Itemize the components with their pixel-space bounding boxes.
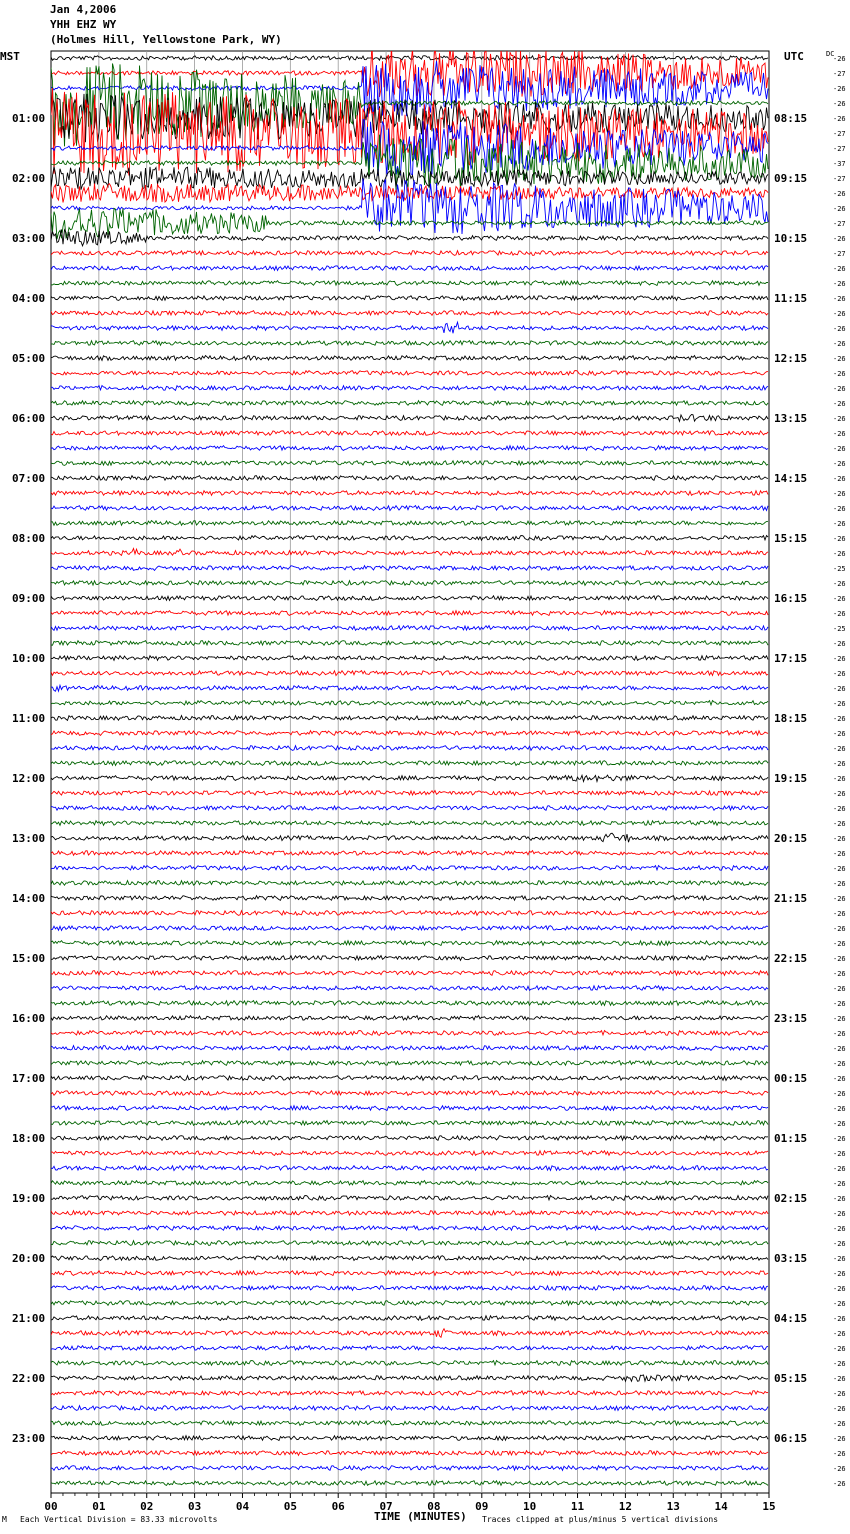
dc-offset-value: -26 xyxy=(833,970,846,978)
dc-offset-value: -26 xyxy=(833,310,846,318)
trace-line xyxy=(51,1016,768,1021)
dc-offset-value: -26 xyxy=(833,1120,846,1128)
dc-offset-value: -26 xyxy=(833,910,846,918)
dc-offset-value: -26 xyxy=(833,535,846,543)
dc-offset-value: -26 xyxy=(833,1330,846,1338)
dc-offset-value: -26 xyxy=(833,325,846,333)
trace-line xyxy=(51,791,768,796)
x-tick-label: 03 xyxy=(187,1500,202,1513)
trace-line xyxy=(51,386,768,391)
dc-offset-value: -26 xyxy=(833,1300,846,1308)
right-time-label: 11:15 xyxy=(774,292,808,305)
dc-offset-value: -26 xyxy=(833,115,846,123)
dc-offset-value: -26 xyxy=(833,1225,846,1233)
dc-offset-value: -26 xyxy=(833,460,846,468)
trace-line xyxy=(51,596,768,601)
dc-offset-value: -26 xyxy=(833,400,846,408)
x-tick-label: 07 xyxy=(379,1500,393,1513)
trace-line xyxy=(51,56,768,61)
trace-line xyxy=(51,611,768,616)
dc-offset-value: -26 xyxy=(833,655,846,663)
x-tick-label: 01 xyxy=(92,1500,106,1513)
left-time-label: 14:00 xyxy=(12,892,46,905)
dc-offset-value: -26 xyxy=(833,280,846,288)
left-time-label: 12:00 xyxy=(12,772,46,785)
trace-line xyxy=(51,1076,768,1081)
trace-line xyxy=(51,986,768,991)
dc-offset-value: -26 xyxy=(833,1165,846,1173)
dc-offset-value: -26 xyxy=(833,1435,846,1443)
trace-line xyxy=(51,1316,768,1321)
trace-line xyxy=(51,251,768,256)
trace-line xyxy=(51,671,768,676)
dc-offset-value: -26 xyxy=(833,1375,846,1383)
trace-line xyxy=(51,716,768,721)
dc-offset-value: -25 xyxy=(833,565,846,573)
trace-line xyxy=(51,1421,768,1426)
right-time-label: 13:15 xyxy=(774,412,808,425)
trace-line xyxy=(51,746,768,751)
right-time-label: 15:15 xyxy=(774,532,808,545)
trace-line xyxy=(51,1286,768,1291)
dc-offset-value: -25 xyxy=(833,625,846,633)
dc-offset-value: -26 xyxy=(833,295,846,303)
left-time-label: 22:00 xyxy=(12,1372,46,1385)
dc-offset-value: -26 xyxy=(833,1090,846,1098)
dc-offset-value: -26 xyxy=(833,1315,846,1323)
trace-line xyxy=(51,401,768,406)
left-time-label: 05:00 xyxy=(12,352,46,365)
trace-line xyxy=(51,566,768,571)
dc-offset-value: -26 xyxy=(833,1270,846,1278)
trace-line xyxy=(51,1196,768,1201)
dc-offset-value: -26 xyxy=(833,445,846,453)
dc-offset-value: -26 xyxy=(833,985,846,993)
right-time-label: 05:15 xyxy=(774,1372,808,1385)
trace-line xyxy=(51,1001,768,1006)
dc-offset-value: -27 xyxy=(833,175,846,183)
dc-offset-value: -26 xyxy=(833,1105,846,1113)
trace-line xyxy=(51,322,768,333)
trace-line xyxy=(51,1241,768,1246)
trace-line xyxy=(51,1361,768,1366)
trace-line xyxy=(51,476,768,481)
dc-offset-value: -26 xyxy=(833,745,846,753)
right-time-label: 12:15 xyxy=(774,352,808,365)
trace-line xyxy=(51,1346,768,1351)
dc-offset-value: -26 xyxy=(833,760,846,768)
trace-line xyxy=(51,1226,768,1231)
dc-offset-value: -26 xyxy=(833,1045,846,1053)
trace-line xyxy=(51,1451,768,1456)
trace-line xyxy=(51,911,768,916)
right-timezone-label: UTC xyxy=(784,50,804,63)
trace-line xyxy=(51,1046,768,1051)
trace-line xyxy=(51,281,768,286)
trace-line xyxy=(51,1436,768,1441)
dc-offset-value: -26 xyxy=(833,835,846,843)
dc-offset-value: -26 xyxy=(833,235,846,243)
x-tick-label: 04 xyxy=(235,1500,250,1513)
trace-line xyxy=(51,1329,768,1338)
station-location: (Holmes Hill, Yellowstone Park, WY) xyxy=(50,33,282,46)
dc-offset-value: -26 xyxy=(833,610,846,618)
trace-line xyxy=(51,1466,768,1471)
x-tick-label: 12 xyxy=(618,1500,633,1513)
dc-offset-value: -26 xyxy=(833,1450,846,1458)
right-time-label: 03:15 xyxy=(774,1252,808,1265)
dc-offset-value: -26 xyxy=(833,730,846,738)
left-time-label: 19:00 xyxy=(12,1192,46,1205)
dc-offset-value: -26 xyxy=(833,1060,846,1068)
dc-label: DC xyxy=(826,50,835,58)
dc-offset-value: -27 xyxy=(833,145,846,153)
dc-offset-value: -26 xyxy=(833,1360,846,1368)
trace-line xyxy=(51,731,768,736)
right-time-label: 23:15 xyxy=(774,1012,808,1025)
trace-line xyxy=(51,1181,768,1186)
right-time-label: 14:15 xyxy=(774,472,808,485)
dc-offset-value: -26 xyxy=(833,685,846,693)
trace-line xyxy=(51,1256,768,1261)
trace-line xyxy=(51,581,768,586)
dc-offset-value: -26 xyxy=(833,820,846,828)
left-time-label: 07:00 xyxy=(12,472,46,485)
x-tick-label: 13 xyxy=(666,1500,680,1513)
footer-mark: M xyxy=(2,1515,7,1524)
dc-offset-value: -26 xyxy=(833,340,846,348)
trace-line xyxy=(51,1301,768,1306)
left-time-label: 23:00 xyxy=(12,1432,46,1445)
dc-offset-value: -26 xyxy=(833,595,846,603)
dc-offset-value: -26 xyxy=(833,1390,846,1398)
dc-offset-value: -26 xyxy=(833,265,846,273)
dc-offset-value: -26 xyxy=(833,1030,846,1038)
trace-group xyxy=(51,44,768,1485)
dc-offset-value: -26 xyxy=(833,415,846,423)
dc-offset-value: -37 xyxy=(833,160,846,168)
x-tick-label: 06 xyxy=(331,1500,345,1513)
plot-frame xyxy=(51,51,769,1493)
dc-offset-value: -26 xyxy=(833,1465,846,1473)
trace-line xyxy=(51,833,768,842)
dc-offset-value: -26 xyxy=(833,55,846,63)
dc-offset-value: -26 xyxy=(833,385,846,393)
dc-offset-value: -26 xyxy=(833,1240,846,1248)
trace-line xyxy=(51,491,768,496)
dc-offset-value: -26 xyxy=(833,1405,846,1413)
dc-offset-value: -26 xyxy=(833,955,846,963)
left-time-label: 01:00 xyxy=(12,112,46,125)
dc-offset-value: -26 xyxy=(833,430,846,438)
trace-line xyxy=(51,461,768,466)
trace-line xyxy=(51,1106,768,1111)
trace-line xyxy=(51,311,768,316)
left-time-label: 15:00 xyxy=(12,952,46,965)
left-time-label: 16:00 xyxy=(12,1012,46,1025)
dc-offset-value: -26 xyxy=(833,1015,846,1023)
trace-line xyxy=(51,956,768,961)
right-time-label: 20:15 xyxy=(774,832,808,845)
left-time-label: 21:00 xyxy=(12,1312,46,1325)
dc-offset-value: -26 xyxy=(833,775,846,783)
dc-offset-value: -26 xyxy=(833,700,846,708)
dc-offset-value: -26 xyxy=(833,1210,846,1218)
dc-offset-value: -26 xyxy=(833,355,846,363)
right-time-label: 01:15 xyxy=(774,1132,808,1145)
vertical-division-note: Each Vertical Division = 83.33 microvolts xyxy=(20,1515,218,1524)
dc-offset-value: -26 xyxy=(833,550,846,558)
dc-offset-value: -26 xyxy=(833,1150,846,1158)
dc-offset-value: -26 xyxy=(833,1285,846,1293)
left-time-label: 13:00 xyxy=(12,832,46,845)
x-tick-label: 08 xyxy=(427,1500,441,1513)
trace-line xyxy=(51,1136,768,1141)
dc-offset-value: -27 xyxy=(833,130,846,138)
left-time-label: 17:00 xyxy=(12,1072,46,1085)
trace-line xyxy=(51,521,768,526)
trace-line xyxy=(51,626,768,631)
dc-offset-value: -26 xyxy=(833,370,846,378)
dc-offset-value: -26 xyxy=(833,490,846,498)
trace-line xyxy=(51,1151,768,1156)
trace-line xyxy=(51,941,768,946)
trace-line xyxy=(51,1375,768,1381)
trace-line xyxy=(51,1271,768,1276)
dc-offset-value: -26 xyxy=(833,1255,846,1263)
dc-offset-value: -26 xyxy=(833,1195,846,1203)
left-time-label: 11:00 xyxy=(12,712,46,725)
trace-line xyxy=(51,1211,768,1216)
dc-offset-value: -26 xyxy=(833,790,846,798)
trace-line xyxy=(51,656,768,661)
trace-line xyxy=(51,536,768,541)
trace-line xyxy=(51,230,768,246)
right-time-label: 19:15 xyxy=(774,772,808,785)
right-time-label: 22:15 xyxy=(774,952,808,965)
right-time-label: 04:15 xyxy=(774,1312,808,1325)
dc-offset-value: -26 xyxy=(833,475,846,483)
dc-offset-value: -26 xyxy=(833,880,846,888)
dc-offset-value: -26 xyxy=(833,805,846,813)
right-time-label: 08:15 xyxy=(774,112,808,125)
trace-line xyxy=(51,641,768,646)
station-code: YHH EHZ WY xyxy=(50,18,117,31)
trace-line xyxy=(51,415,768,422)
trace-line xyxy=(51,881,768,886)
right-time-label: 00:15 xyxy=(774,1072,808,1085)
dc-offset-value: -26 xyxy=(833,1000,846,1008)
left-time-label: 03:00 xyxy=(12,232,46,245)
dc-offset-value: -26 xyxy=(833,715,846,723)
right-time-label: 16:15 xyxy=(774,592,808,605)
dc-offset-value: -26 xyxy=(833,520,846,528)
dc-offset-value: -27 xyxy=(833,250,846,258)
trace-line xyxy=(51,1166,768,1171)
x-tick-label: 09 xyxy=(475,1500,489,1513)
left-time-label: 09:00 xyxy=(12,592,46,605)
dc-offset-value: -26 xyxy=(833,640,846,648)
dc-offset-value: -26 xyxy=(833,505,846,513)
dc-offset-value: -26 xyxy=(833,85,846,93)
trace-line xyxy=(51,971,768,976)
left-time-label: 04:00 xyxy=(12,292,46,305)
trace-line xyxy=(51,1091,768,1096)
trace-line xyxy=(51,821,768,826)
dc-offset-value: -26 xyxy=(833,205,846,213)
clip-note: Traces clipped at plus/minus 5 vertical divisions xyxy=(482,1515,719,1524)
dc-offset-value: -26 xyxy=(833,1135,846,1143)
x-axis-title: TIME (MINUTES) xyxy=(374,1510,467,1523)
x-tick-label: 00 xyxy=(44,1500,58,1513)
trace-line xyxy=(51,341,768,346)
trace-line xyxy=(51,1391,768,1396)
trace-line xyxy=(51,356,768,361)
dc-offset-value: -26 xyxy=(833,580,846,588)
dc-offset-value: -26 xyxy=(833,1180,846,1188)
trace-line xyxy=(51,296,768,301)
dc-offset-value: -26 xyxy=(833,670,846,678)
dc-offset-value: -26 xyxy=(833,190,846,198)
trace-line xyxy=(51,1481,768,1486)
x-tick-label: 11 xyxy=(570,1500,585,1513)
dc-offset-value: -26 xyxy=(833,1345,846,1353)
trace-line xyxy=(51,446,768,451)
trace-line xyxy=(51,761,768,766)
dc-offset-value: -26 xyxy=(833,895,846,903)
left-time-label: 18:00 xyxy=(12,1132,46,1145)
left-time-label: 02:00 xyxy=(12,172,46,185)
dc-offset-value: -26 xyxy=(833,865,846,873)
x-tick-label: 02 xyxy=(140,1500,154,1513)
x-tick-label: 14 xyxy=(714,1500,728,1513)
dc-offset-value: -26 xyxy=(833,1075,846,1083)
x-tick-label: 15 xyxy=(762,1500,776,1513)
right-time-label: 09:15 xyxy=(774,172,808,185)
right-time-label: 06:15 xyxy=(774,1432,808,1445)
trace-line xyxy=(51,701,768,706)
dc-offset-value: -26 xyxy=(833,1420,846,1428)
trace-line xyxy=(51,1406,768,1411)
trace-line xyxy=(51,896,768,901)
right-time-label: 02:15 xyxy=(774,1192,808,1205)
left-time-label: 06:00 xyxy=(12,412,46,425)
right-time-label: 18:15 xyxy=(774,712,808,725)
trace-line xyxy=(51,506,768,511)
dc-offset-value: -26 xyxy=(833,925,846,933)
right-time-label: 10:15 xyxy=(774,232,808,245)
trace-line xyxy=(51,549,768,556)
trace-line xyxy=(51,685,768,691)
left-time-label: 20:00 xyxy=(12,1252,46,1265)
left-timezone-label: MST xyxy=(0,50,20,63)
dc-offset-value: -27 xyxy=(833,70,846,78)
trace-line xyxy=(51,851,768,856)
right-time-label: 21:15 xyxy=(774,892,808,905)
trace-line xyxy=(51,1121,768,1126)
x-tick-label: 10 xyxy=(523,1500,537,1513)
trace-line xyxy=(51,866,768,871)
trace-line xyxy=(51,775,768,781)
trace-line xyxy=(51,926,768,931)
dc-offset-value: -26 xyxy=(833,1480,846,1488)
dc-offset-value: -26 xyxy=(833,100,846,108)
dc-offset-value: -26 xyxy=(833,940,846,948)
trace-line xyxy=(51,1061,768,1066)
dc-offset-value: -27 xyxy=(833,220,846,228)
trace-line xyxy=(51,1031,768,1036)
record-date: Jan 4,2006 xyxy=(50,3,117,16)
left-time-label: 08:00 xyxy=(12,532,46,545)
x-tick-label: 05 xyxy=(283,1500,297,1513)
trace-line xyxy=(51,371,768,376)
right-time-label: 17:15 xyxy=(774,652,808,665)
trace-line xyxy=(51,806,768,811)
dc-offset-value: -26 xyxy=(833,850,846,858)
trace-line xyxy=(51,431,768,436)
trace-line xyxy=(51,266,768,271)
left-time-label: 10:00 xyxy=(12,652,46,665)
